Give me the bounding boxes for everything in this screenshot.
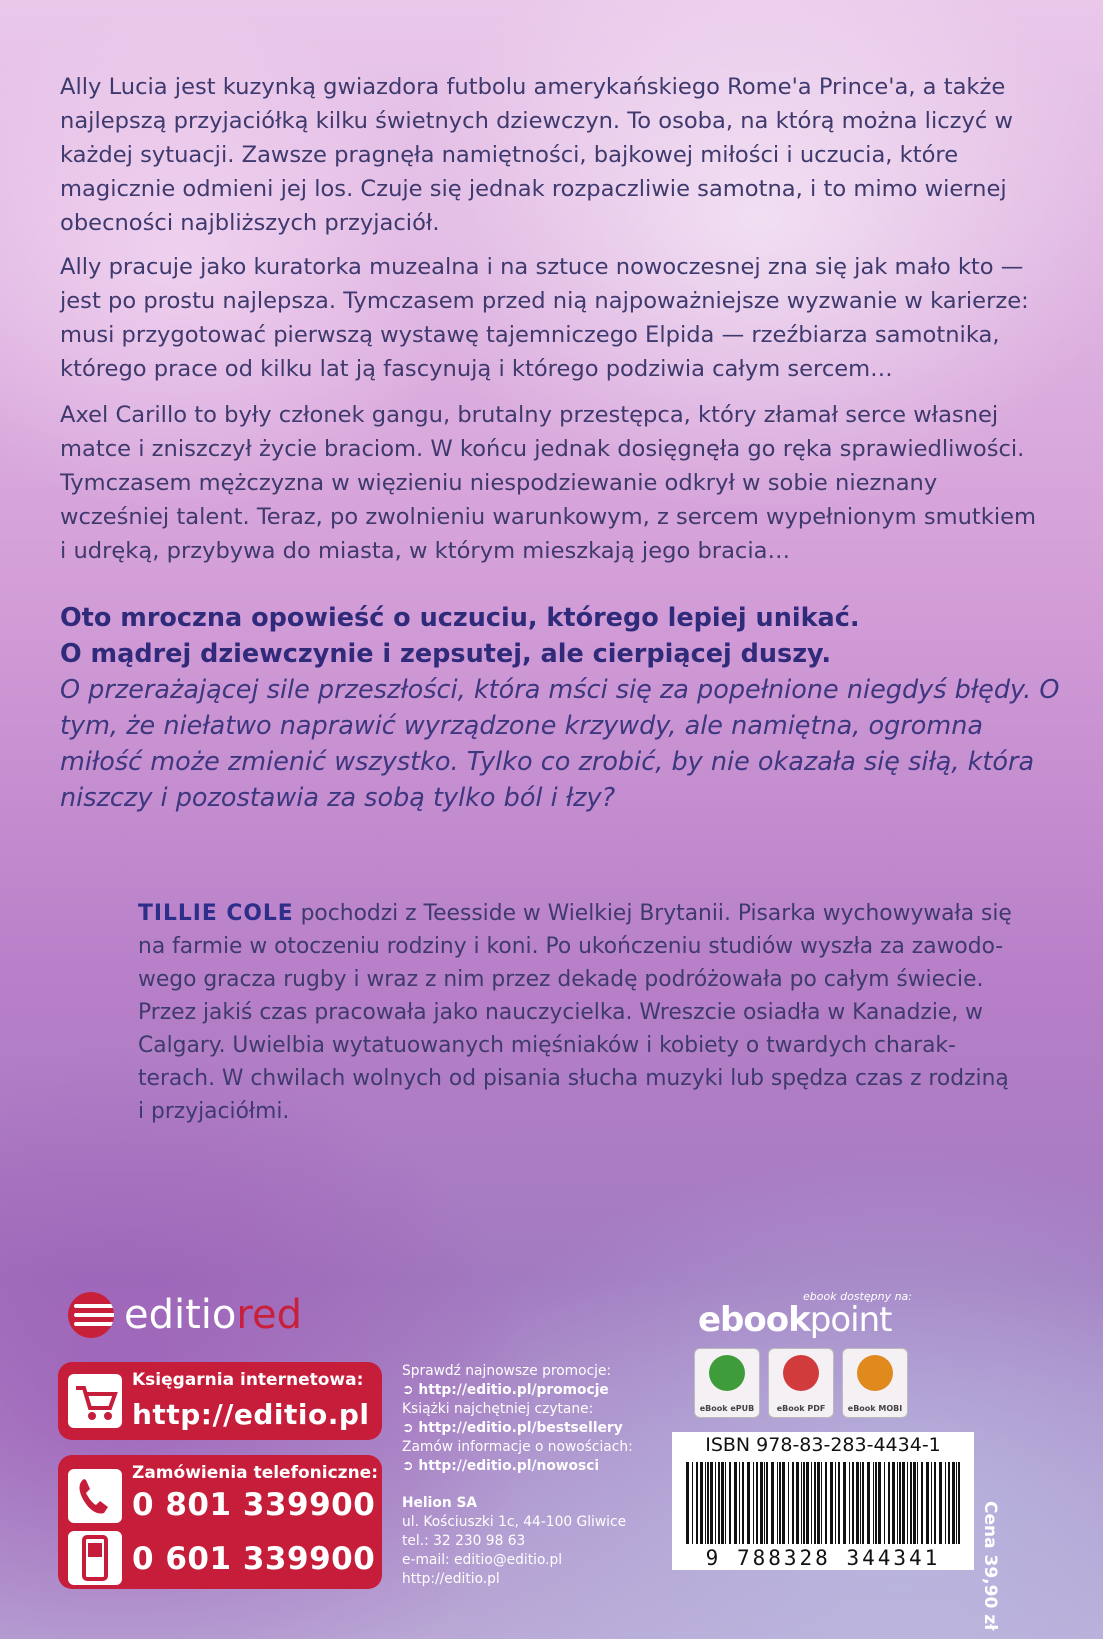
isbn-text: ISBN 978-83-283-4434-1	[705, 1434, 941, 1456]
epub-format-icon: eBook ePUB	[694, 1348, 760, 1418]
blurb-paragraph-3	[60, 398, 1045, 568]
highlight-block	[60, 600, 1060, 816]
shopping-cart-icon	[68, 1374, 122, 1428]
pdf-format-icon: eBook PDF	[768, 1348, 834, 1418]
publisher-address	[402, 1494, 662, 1589]
highlight-italic: O przerażającej sile przeszłości, która mści się za popełnione niegdyś błędy. O tym, że niełatwo naprawić wyrządzone krzywdy, ale namiętna, ogromna miłość może zmienić wszystko. Tylko co zrobić, by nie okazała się siłą, która niszczy i pozostawia za sobą tylko ból i łzy?	[60, 675, 1060, 813]
phone-number-1: 0 801 339900	[132, 1487, 376, 1523]
phone-number-2: 0 601 339900	[132, 1541, 376, 1577]
isbn-barcode	[672, 1432, 974, 1570]
link-label: Książki najchętniej czytane:	[402, 1401, 594, 1417]
blurb-text: Ally pracuje jako kuratorka muzealna i na sztuce nowoczesnej zna się jak mało kto — jest po prostu najlepsza. Tymczasem przed nią najpoważniejsze wyzwanie w karierze: musi przygotować pierwszą wystawę tajemniczego Elpida — rzeźbiarza samotnika, którego prace od kilku lat ją fascynują i którego podziwia całym sercem…	[60, 254, 1029, 382]
blurb-paragraph-2	[60, 250, 1045, 386]
online-shop-box[interactable]	[58, 1362, 382, 1440]
news-link[interactable]: ➲ http://editio.pl/nowosci	[402, 1458, 600, 1474]
mobile-phone-icon	[68, 1531, 122, 1585]
editio-mark-icon	[68, 1292, 114, 1338]
promo-links	[402, 1362, 652, 1476]
author-name: TILLIE COLE	[138, 901, 294, 926]
blurb-paragraph-1	[60, 70, 1045, 240]
telephone: tel.: 32 230 98 63	[402, 1533, 526, 1549]
company-name: Helion SA	[402, 1495, 478, 1511]
barcode-number: 9 788328 344341	[705, 1546, 941, 1570]
editio-red-logo	[68, 1290, 302, 1340]
blurb-text: Axel Carillo to były członek gangu, brutalny przestępca, który złamał serce własnej matce i zniszczył życie braciom. W końcu jednak dosięgnęła go ręka sprawiedliwości. Tymczasem mężczyzna w więzieniu niespodziewanie odkrył w sobie nieznany wcześniej talent. Teraz, po zwolnieniu warunkowym, z sercem wypełnionym smutkiem i udręką, przybywa do miasta, w którym mieszkają jego bracia…	[60, 402, 1037, 564]
mobi-format-icon: eBook MOBI	[842, 1348, 908, 1418]
phone-orders-box	[58, 1455, 382, 1589]
logo-part-1: editio	[124, 1292, 237, 1338]
ebookpoint-logo: ebookpoint	[698, 1300, 892, 1340]
bestsellers-link[interactable]: ➲ http://editio.pl/bestsellery	[402, 1420, 623, 1436]
highlight-bold-1: Oto mroczna opowieść o uczuciu, którego lepiej unikać.	[60, 603, 860, 633]
street: ul. Kościuszki 1c, 44-100 Gliwice	[402, 1514, 627, 1530]
promotions-link[interactable]: ➲ http://editio.pl/promocje	[402, 1382, 609, 1398]
website: http://editio.pl	[402, 1571, 500, 1587]
barcode-bars	[686, 1462, 962, 1544]
email: e-mail: editio@editio.pl	[402, 1552, 563, 1568]
ebook-note: ebook dostępny na:	[803, 1290, 912, 1303]
shop-label: Księgarnia internetowa:	[132, 1370, 364, 1390]
highlight-bold-2: O mądrej dziewczynie i zepsutej, ale cierpiącej duszy.	[60, 639, 832, 669]
phone-label: Zamówienia telefoniczne:	[132, 1463, 378, 1483]
author-bio	[138, 897, 1018, 1128]
phone-icon	[68, 1469, 122, 1523]
logo-part-2: red	[236, 1292, 302, 1338]
blurb-text: Ally Lucia jest kuzynką gwiazdora futbolu amerykańskiego Rome'a Prince'a, a także najlepszą przyjaciółką kilku świetnych dziewczyn. To osoba, na którą można liczyć w każdej sytuacji. Zawsze pragnęła namiętności, bajkowej miłości i uczucia, które magicznie odmieni jej los. Czuje się jednak rozpaczliwie samotna, i to mimo wiernej obecności najbliższych przyjaciół.	[60, 74, 1013, 236]
price-label: Cena 39,90 zł	[980, 1501, 1000, 1631]
shop-url-link[interactable]: http://editio.pl	[132, 1398, 370, 1431]
link-label: Sprawdź najnowsze promocje:	[402, 1363, 612, 1379]
author-bio-text: pochodzi z Teesside w Wielkiej Brytanii. Pisarka wychowywała się na farmie w otoczeniu rodziny i koni. Po ukończeniu studiów wyszła za zawodo- wego gracza rugby i wraz z nim przez dekadę podróżowała po całym świecie. Przez jakiś czas pracowała jako nauczycielka. Wreszcie osiadła w Kanadzie, w Calgary. Uwielbia wytatuowanych mięśniaków i kobiety o twardych charak- terach. W chwilach wolnych od pisania słucha muzyki lub spędza czas z rodziną i przyjaciółmi.	[138, 901, 1012, 1124]
link-label: Zamów informacje o nowościach:	[402, 1439, 633, 1455]
